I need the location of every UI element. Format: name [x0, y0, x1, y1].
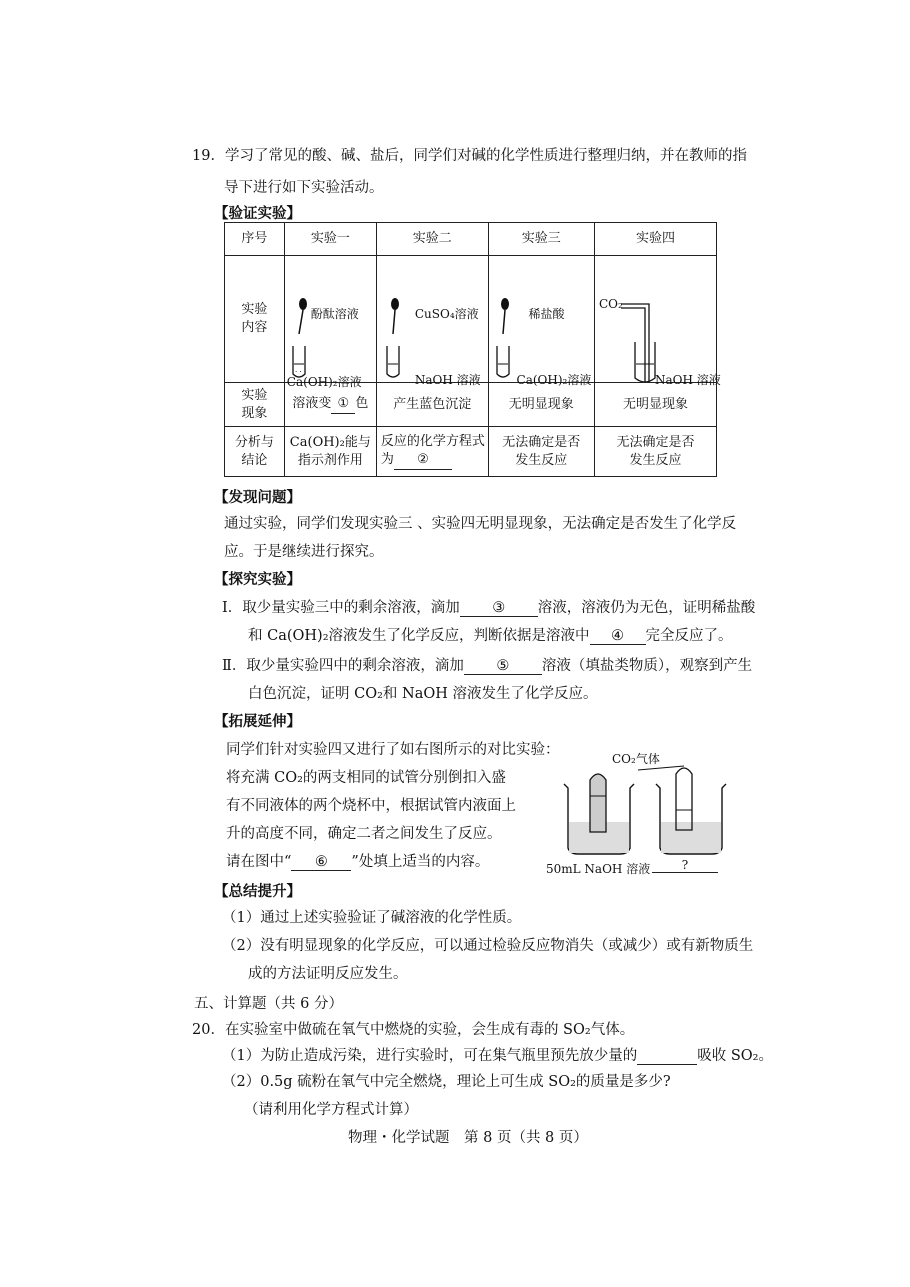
extend-line-1: 同学们针对实验四又进行了如右图所示的对比实验： — [226, 742, 560, 758]
figure-left-label: 50mL NaOH 溶液 — [546, 862, 651, 876]
verify-title: 【验证实验】 — [214, 205, 301, 222]
figure-right-blank[interactable]: ? — [652, 858, 718, 873]
header-exp2: 实验二 — [376, 223, 488, 256]
exp4-conclusion: 无法确定是否 发生反应 — [594, 427, 716, 477]
page-footer: 物理・化学试题 第 8 页（共 8 页） — [348, 1130, 588, 1146]
exp3-apparatus: 稀盐酸 Ca(OH)₂溶液 — [488, 256, 594, 383]
co2-tube-diagram — [595, 256, 717, 382]
discover-line-1: 通过实验，同学们发现实验三 、实验四无明显现象，无法确定是否发生了化学反 — [224, 516, 737, 532]
extend-line-2: 将充满 CO₂的两支相同的试管分别倒扣入盛 — [226, 770, 506, 786]
exp3-phenomenon: 无明显现象 — [488, 383, 594, 427]
exp1-phenomenon: 溶液变 ① 色 — [284, 383, 376, 427]
exp4-apparatus: CO₂ NaOH 溶液 — [594, 256, 716, 383]
svg-text:· ·: · · — [294, 368, 302, 376]
summary-2b: 成的方法证明反应发生。 — [248, 966, 408, 982]
q20-part1: （1）为防止造成污染，进行实验时，可在集气瓶里预先放少量的 吸收 SO₂。 — [222, 1048, 773, 1064]
header-exp4: 实验四 — [594, 223, 716, 256]
explore-1-line-1: Ⅰ．取少量实验三中的剩余溶液，滴加 ③ 溶液，溶液仍为无色，证明稀盐酸 — [222, 600, 756, 616]
explore-2-line-1: Ⅱ．取少量实验四中的剩余溶液，滴加 ⑤ 溶液（填盐类物质），观察到产生 — [222, 658, 753, 674]
summary-2a: （2）没有明显现象的化学反应，可以通过检验反应物消失（或减少）或有新物质生 — [222, 938, 754, 954]
q20-stem: 20．在实验室中做硫在氧气中燃烧的实验，会生成有毒的 SO₂气体。 — [192, 1022, 635, 1038]
q19-line-1: 19．学习了常见的酸、碱、盐后，同学们对碱的化学性质进行整理归纳，并在教师的指 — [192, 148, 747, 164]
discover-title: 【发现问题】 — [214, 489, 301, 506]
blank-4[interactable]: ④ — [590, 628, 646, 645]
extend-line-4: 升的高度不同，确定二者之间发生了反应。 — [226, 826, 502, 842]
summary-1: （1）通过上述实验验证了碱溶液的化学性质。 — [222, 910, 522, 926]
blank-5[interactable]: ⑤ — [464, 658, 542, 675]
header-exp3: 实验三 — [488, 223, 594, 256]
exp1-conclusion: Ca(OH)₂能与 指示剂作用 — [284, 427, 376, 477]
exp4-phenomenon: 无明显现象 — [594, 383, 716, 427]
header-exp1: 实验一 — [284, 223, 376, 256]
explore-title: 【探究实验】 — [214, 571, 301, 588]
blank-6[interactable]: ⑥ — [291, 854, 351, 871]
row-label-phenomenon: 实验 现象 — [225, 383, 285, 427]
extend-line-3: 有不同液体的两个烧杯中，根据试管内液面上 — [226, 798, 516, 814]
extend-title: 【拓展延伸】 — [214, 713, 301, 730]
row-label-conclusion: 分析与 结论 — [225, 427, 285, 477]
explore-2-line-2: 白色沉淀，证明 CO₂和 NaOH 溶液发生了化学反应。 — [248, 686, 598, 702]
blank-2[interactable]: ② — [394, 451, 452, 470]
extend-line-5: 请在图中“ ⑥ ”处填上适当的内容。 — [226, 854, 490, 870]
blank-3[interactable]: ③ — [460, 600, 538, 617]
q20-note: （请利用化学方程式计算） — [244, 1102, 418, 1118]
exp2-phenomenon: 产生蓝色沉淀 — [376, 383, 488, 427]
exp3-conclusion: 无法确定是否 发生反应 — [488, 427, 594, 477]
beaker-comparison-diagram — [552, 752, 732, 858]
summary-title: 【总结提升】 — [214, 883, 301, 900]
q20-part2: （2）0.5g 硫粉在氧气中完全燃烧，理论上可生成 SO₂的质量是多少? — [222, 1074, 671, 1090]
experiment-table — [224, 222, 721, 477]
part5-title: 五、计算题（共 6 分） — [194, 996, 343, 1012]
blank-q20-1[interactable] — [637, 1048, 697, 1065]
exp2-conclusion: 反应的化学方程式 为 ② — [376, 427, 488, 477]
exp1-apparatus: · · 酚酞溶液 Ca(OH)₂溶液 — [284, 256, 376, 383]
row-label-content: 实验 内容 — [225, 256, 285, 383]
explore-1-line-2: 和 Ca(OH)₂溶液发生了化学反应，判断依据是溶液中 ④ 完全反应了。 — [248, 628, 733, 644]
blank-1[interactable]: ① — [331, 395, 355, 414]
exp2-apparatus: CuSO₄溶液 NaOH 溶液 — [376, 256, 488, 383]
discover-line-2: 应。于是继续进行探究。 — [224, 544, 384, 560]
figure-gas-label: CO₂气体 — [612, 752, 660, 766]
q19-line-2: 导下进行如下实验活动。 — [224, 180, 384, 196]
header-index: 序号 — [225, 223, 285, 256]
